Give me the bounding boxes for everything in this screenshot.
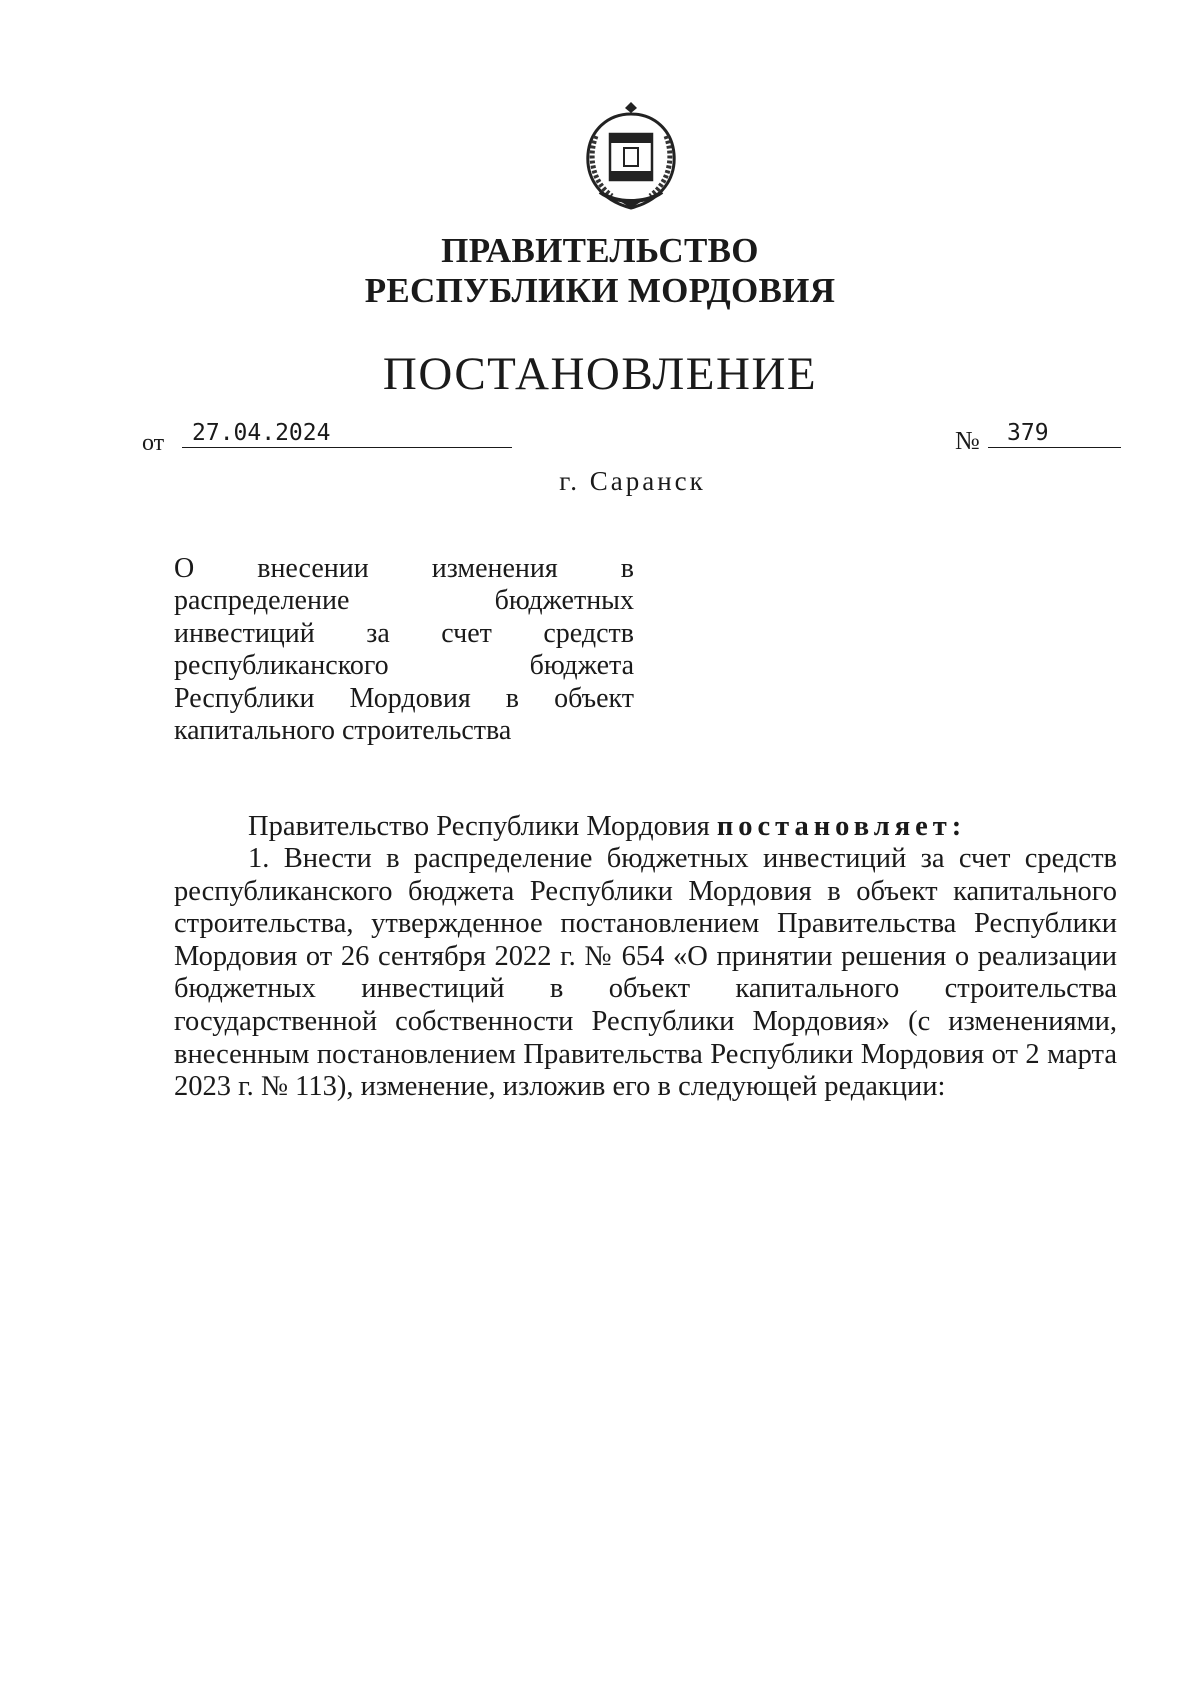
paragraph-line: Мордовия от 26 сентября 2022 г. № 654 «О принятии решения о реализации [174, 940, 1117, 972]
number-prefix: № [955, 426, 980, 455]
subject-line: республиканского бюджета [174, 650, 634, 682]
government-title-line2: РЕСПУБЛИКИ МОРДОВИЯ [364, 271, 836, 310]
paragraph-1 [174, 843, 1117, 1104]
subject-line: распределение бюджетных [174, 585, 634, 617]
paragraph-line: 2023 г. № 113), изменение, изложив его в следующей редакции: [174, 1071, 946, 1103]
resolution-intro [248, 811, 1148, 844]
paragraph-line: бюджетных инвестиций в объект капитального строительства [174, 973, 1117, 1005]
date-value: 27.04.2024 [182, 418, 512, 448]
subject-line: Республики Мордовия в объект [174, 682, 634, 714]
government-title-line1: ПРАВИТЕЛЬСТВО [441, 231, 759, 270]
coat-of-arms-icon [578, 96, 684, 214]
number-value: 379 [988, 418, 1121, 448]
intro-text: Правительство Республики Мордовия [248, 811, 710, 842]
document-subject [174, 553, 634, 747]
subject-line: капитального строительства [174, 715, 512, 747]
subject-line: О внесении изменения в [174, 553, 634, 584]
document-type-title: ПОСТАНОВЛЕНИЕ [382, 348, 818, 400]
paragraph-line: государственной собственности Республики Мордовия» (с изменениями, [174, 1005, 1117, 1037]
paragraph-line: строительства, утвержденное постановлением Правительства Республики [174, 908, 1117, 940]
paragraph-line: 1. Внести в распределение бюджетных инвестиций за счет средств [248, 843, 1117, 874]
paragraph-line: внесенным постановлением Правительства Республики Мордовия от 2 марта [174, 1038, 1117, 1070]
city-name: г. Саранск [559, 466, 706, 496]
intro-verb: постановляет: [716, 811, 967, 842]
subject-line: инвестиций за счет средств [174, 617, 634, 649]
date-prefix: от [142, 430, 165, 456]
paragraph-line: республиканского бюджета Республики Мордовия в объект капитального [174, 875, 1117, 907]
